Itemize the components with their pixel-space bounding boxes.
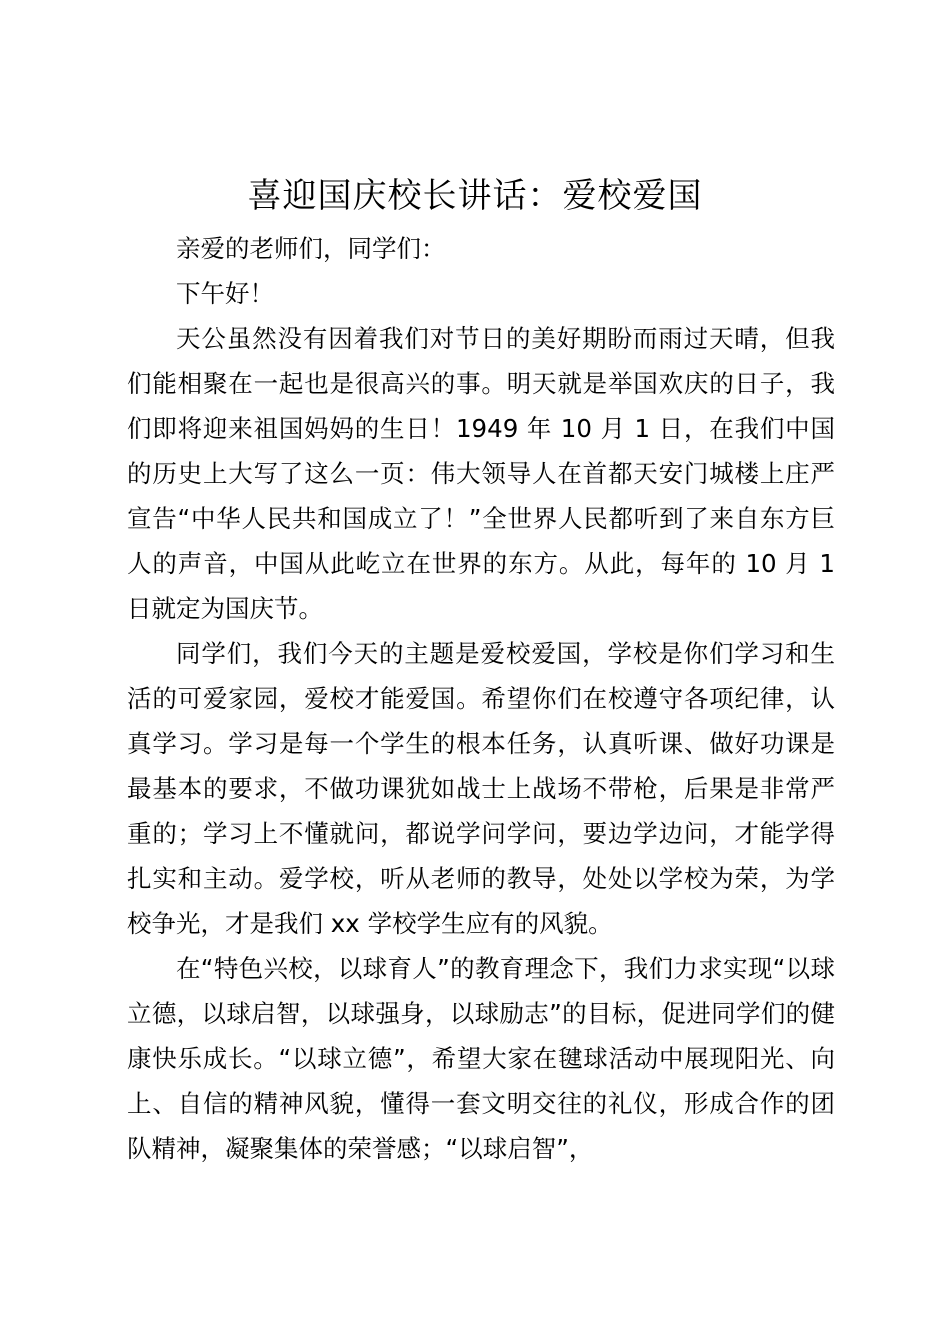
- salutation-paragraph: 亲爱的老师们，同学们：: [176, 234, 446, 263]
- document-title: 喜迎国庆校长讲话：爱校爱国: [247, 176, 703, 216]
- document-body: [127, 226, 835, 1171]
- body-paragraph: 天公虽然没有因着我们对节日的美好期盼而雨过天晴，但我们能相聚在一起也是很高兴的事。明天就是举国欢庆的日子，我们即将迎来祖国妈妈的生日！1949 年 10 月 1 日，在我们中国的历史上大写了这么一页：伟大领导人在首都天安门城楼上庄严宣告“中华人民共和国成立了！”全世界人民都听到了来自东方巨人的声音，中国从此屹立在世界的东方。从此，每年的 10 月 1 日就定为国庆节。: [127, 324, 835, 623]
- body-paragraph: 在“特色兴校，以球育人”的教育理念下，我们力求实现“以球立德，以球启智，以球强身，以球励志”的目标，促进同学们的健康快乐成长。“以球立德”，希望大家在毽球活动中展现阳光、向上、自信的精神风貌，懂得一套文明交往的礼仪，形成合作的团队精神，凝聚集体的荣誉感；“以球启智”，: [127, 954, 835, 1163]
- greeting-paragraph: 下午好！: [176, 279, 274, 308]
- body-paragraph: 同学们，我们今天的主题是爱校爱国，学校是你们学习和生活的可爱家园，爱校才能爱国。希望你们在校遵守各项纪律，认真学习。学习是每一个学生的根本任务，认真听课、做好功课是最基本的要求，不做功课犹如战士上战场不带枪，后果是非常严重的；学习上不懂就问，都说学问学问，要边学边问，才能学得扎实和主动。爱学校，听从老师的教导，处处以学校为荣，为学校争光，才是我们 xx 学校学生应有的风貌。: [127, 639, 835, 938]
